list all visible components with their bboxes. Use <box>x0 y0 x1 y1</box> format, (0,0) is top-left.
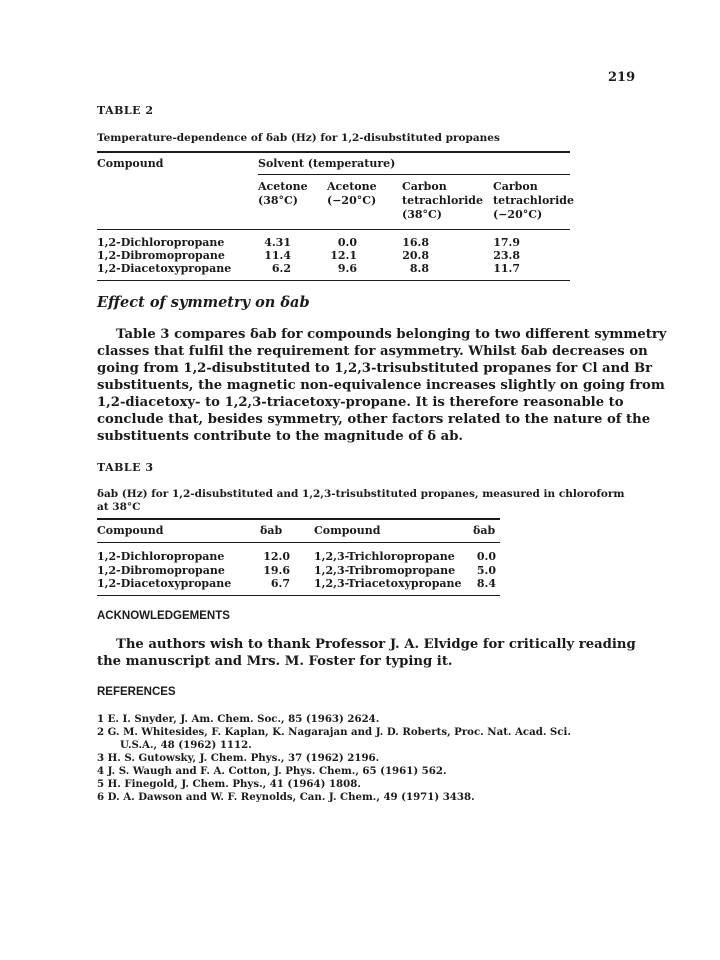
paragraph-line: substituents contribute to the magnitude of δ ab. <box>97 429 464 444</box>
table3-row-compound: 1,2-Dichloropropane <box>97 550 225 563</box>
table2-col4-line2: tetrachloride <box>493 194 574 207</box>
reference-item: 5 H. Finegold, J. Chem. Phys., 41 (1964) 1808. <box>97 778 361 790</box>
paragraph-line: going from 1,2-disubstituted to 1,2,3-trisubstituted propanes for Cl and Br <box>97 361 653 376</box>
reference-item: 3 H. S. Gutowsky, J. Chem. Phys., 37 (1962) 2196. <box>97 752 380 764</box>
table2-row-value: 11.4 <box>264 249 291 262</box>
table3-header-dab: δab <box>260 524 283 537</box>
table2-row-value: 6.2 <box>271 262 291 275</box>
table2-col1-line2: (38°C) <box>258 194 298 207</box>
section-heading: Effect of symmetry on δab <box>97 294 310 311</box>
acknowledgements-line: the manuscript and Mrs. M. Foster for typing it. <box>97 654 453 669</box>
table3-top-rule <box>97 518 500 520</box>
table3-header-compound: Compound <box>314 524 381 537</box>
table2-row-value: 20.8 <box>402 249 429 262</box>
reference-item: 1 E. I. Snyder, J. Am. Chem. Soc., 85 (1963) 2624. <box>97 713 380 725</box>
table2-header-solvent: Solvent (temperature) <box>258 157 396 170</box>
table3-row-value: 8.4 <box>476 577 496 590</box>
table2-row-value: 11.7 <box>493 262 520 275</box>
table2-bottom-rule <box>97 280 570 281</box>
paragraph-line: conclude that, besides symmetry, other factors related to the nature of the <box>97 412 651 427</box>
page-number: 219 <box>608 70 636 85</box>
table2-col2-line1: Acetone <box>327 180 377 193</box>
table3-caption-line1: δab (Hz) for 1,2-disubstituted and 1,2,3-trisubstituted propanes, measured in chloroform <box>97 488 625 500</box>
table3-row-compound: 1,2-Diacetoxypropane <box>97 577 232 590</box>
table2-header-rule <box>97 229 570 230</box>
table3-row-value: 5.0 <box>476 564 496 577</box>
table3-row-value: 6.7 <box>270 577 290 590</box>
reference-item: 2 G. M. Whitesides, F. Kaplan, K. Nagarajan and J. D. Roberts, Proc. Nat. Acad. Sci. <box>97 726 571 738</box>
acknowledgements-line: The authors wish to thank Professor J. A. Elvidge for critically reading <box>116 637 636 652</box>
table2-subheader-rule <box>258 174 570 175</box>
table2-col4-line1: Carbon <box>493 180 538 193</box>
table2-row-value: 9.6 <box>337 262 357 275</box>
table3-row-compound: 1,2-Dibromopropane <box>97 564 225 577</box>
table3-row-value: 0.0 <box>476 550 496 563</box>
table3-bottom-rule <box>97 595 500 596</box>
table3-caption-line2: at 38°C <box>97 501 141 513</box>
acknowledgements-heading: ACKNOWLEDGEMENTS <box>97 610 230 622</box>
paragraph-line: 1,2-diacetoxy- to 1,2,3-triacetoxy-propane. It is therefore reasonable to <box>97 395 624 410</box>
table2-col1-line1: Acetone <box>258 180 308 193</box>
table2-top-rule <box>97 151 570 153</box>
table2-row-compound: 1,2-Dichloropropane <box>97 236 225 249</box>
table2-row-value: 8.8 <box>409 262 429 275</box>
table2-row-value: 23.8 <box>493 249 520 262</box>
table2-label: TABLE 2 <box>97 104 154 117</box>
table2-col3-line1: Carbon <box>402 180 447 193</box>
table2-row-value: 17.9 <box>493 236 520 249</box>
table3-label: TABLE 3 <box>97 461 154 474</box>
table2-row-compound: 1,2-Diacetoxypropane <box>97 262 232 275</box>
table2-caption: Temperature-dependence of δab (Hz) for 1,2-disubstituted propanes <box>97 132 500 144</box>
table2-col4-line3: (−20°C) <box>493 208 543 221</box>
table2-col2-line2: (−20°C) <box>327 194 377 207</box>
paragraph-line: substituents, the magnetic non-equivalence increases slightly on going from <box>97 378 665 393</box>
table2-col3-line3: (38°C) <box>402 208 442 221</box>
table2-header-compound: Compound <box>97 157 164 170</box>
reference-item: 4 J. S. Waugh and F. A. Cotton, J. Phys. Chem., 65 (1961) 562. <box>97 765 447 777</box>
table2-row-value: 12.1 <box>330 249 357 262</box>
table2-row-compound: 1,2-Dibromopropane <box>97 249 225 262</box>
table3-row-value: 12.0 <box>263 550 290 563</box>
table3-header-dab: δab <box>473 524 496 537</box>
table3-header-compound: Compound <box>97 524 164 537</box>
table3-header-rule <box>97 542 500 543</box>
table2-row-value: 16.8 <box>402 236 429 249</box>
paragraph-line: classes that fulfil the requirement for asymmetry. Whilst δab decreases on <box>97 344 648 359</box>
reference-item: 6 D. A. Dawson and W. F. Reynolds, Can. J. Chem., 49 (1971) 3438. <box>97 791 475 803</box>
table3-row-compound: 1,2,3-Trichloropropane <box>314 550 455 563</box>
table3-row-value: 19.6 <box>263 564 290 577</box>
table2-row-value: 0.0 <box>337 236 357 249</box>
table2-col3-line2: tetrachloride <box>402 194 483 207</box>
paragraph-line: Table 3 compares δab for compounds belonging to two different symmetry <box>116 327 667 342</box>
references-heading: REFERENCES <box>97 686 176 698</box>
table3-row-compound: 1,2,3-Triacetoxypropane <box>314 577 462 590</box>
reference-item-continuation: U.S.A., 48 (1962) 1112. <box>120 739 252 751</box>
table2-row-value: 4.31 <box>264 236 291 249</box>
table3-row-compound: 1,2,3-Tribromopropane <box>314 564 456 577</box>
